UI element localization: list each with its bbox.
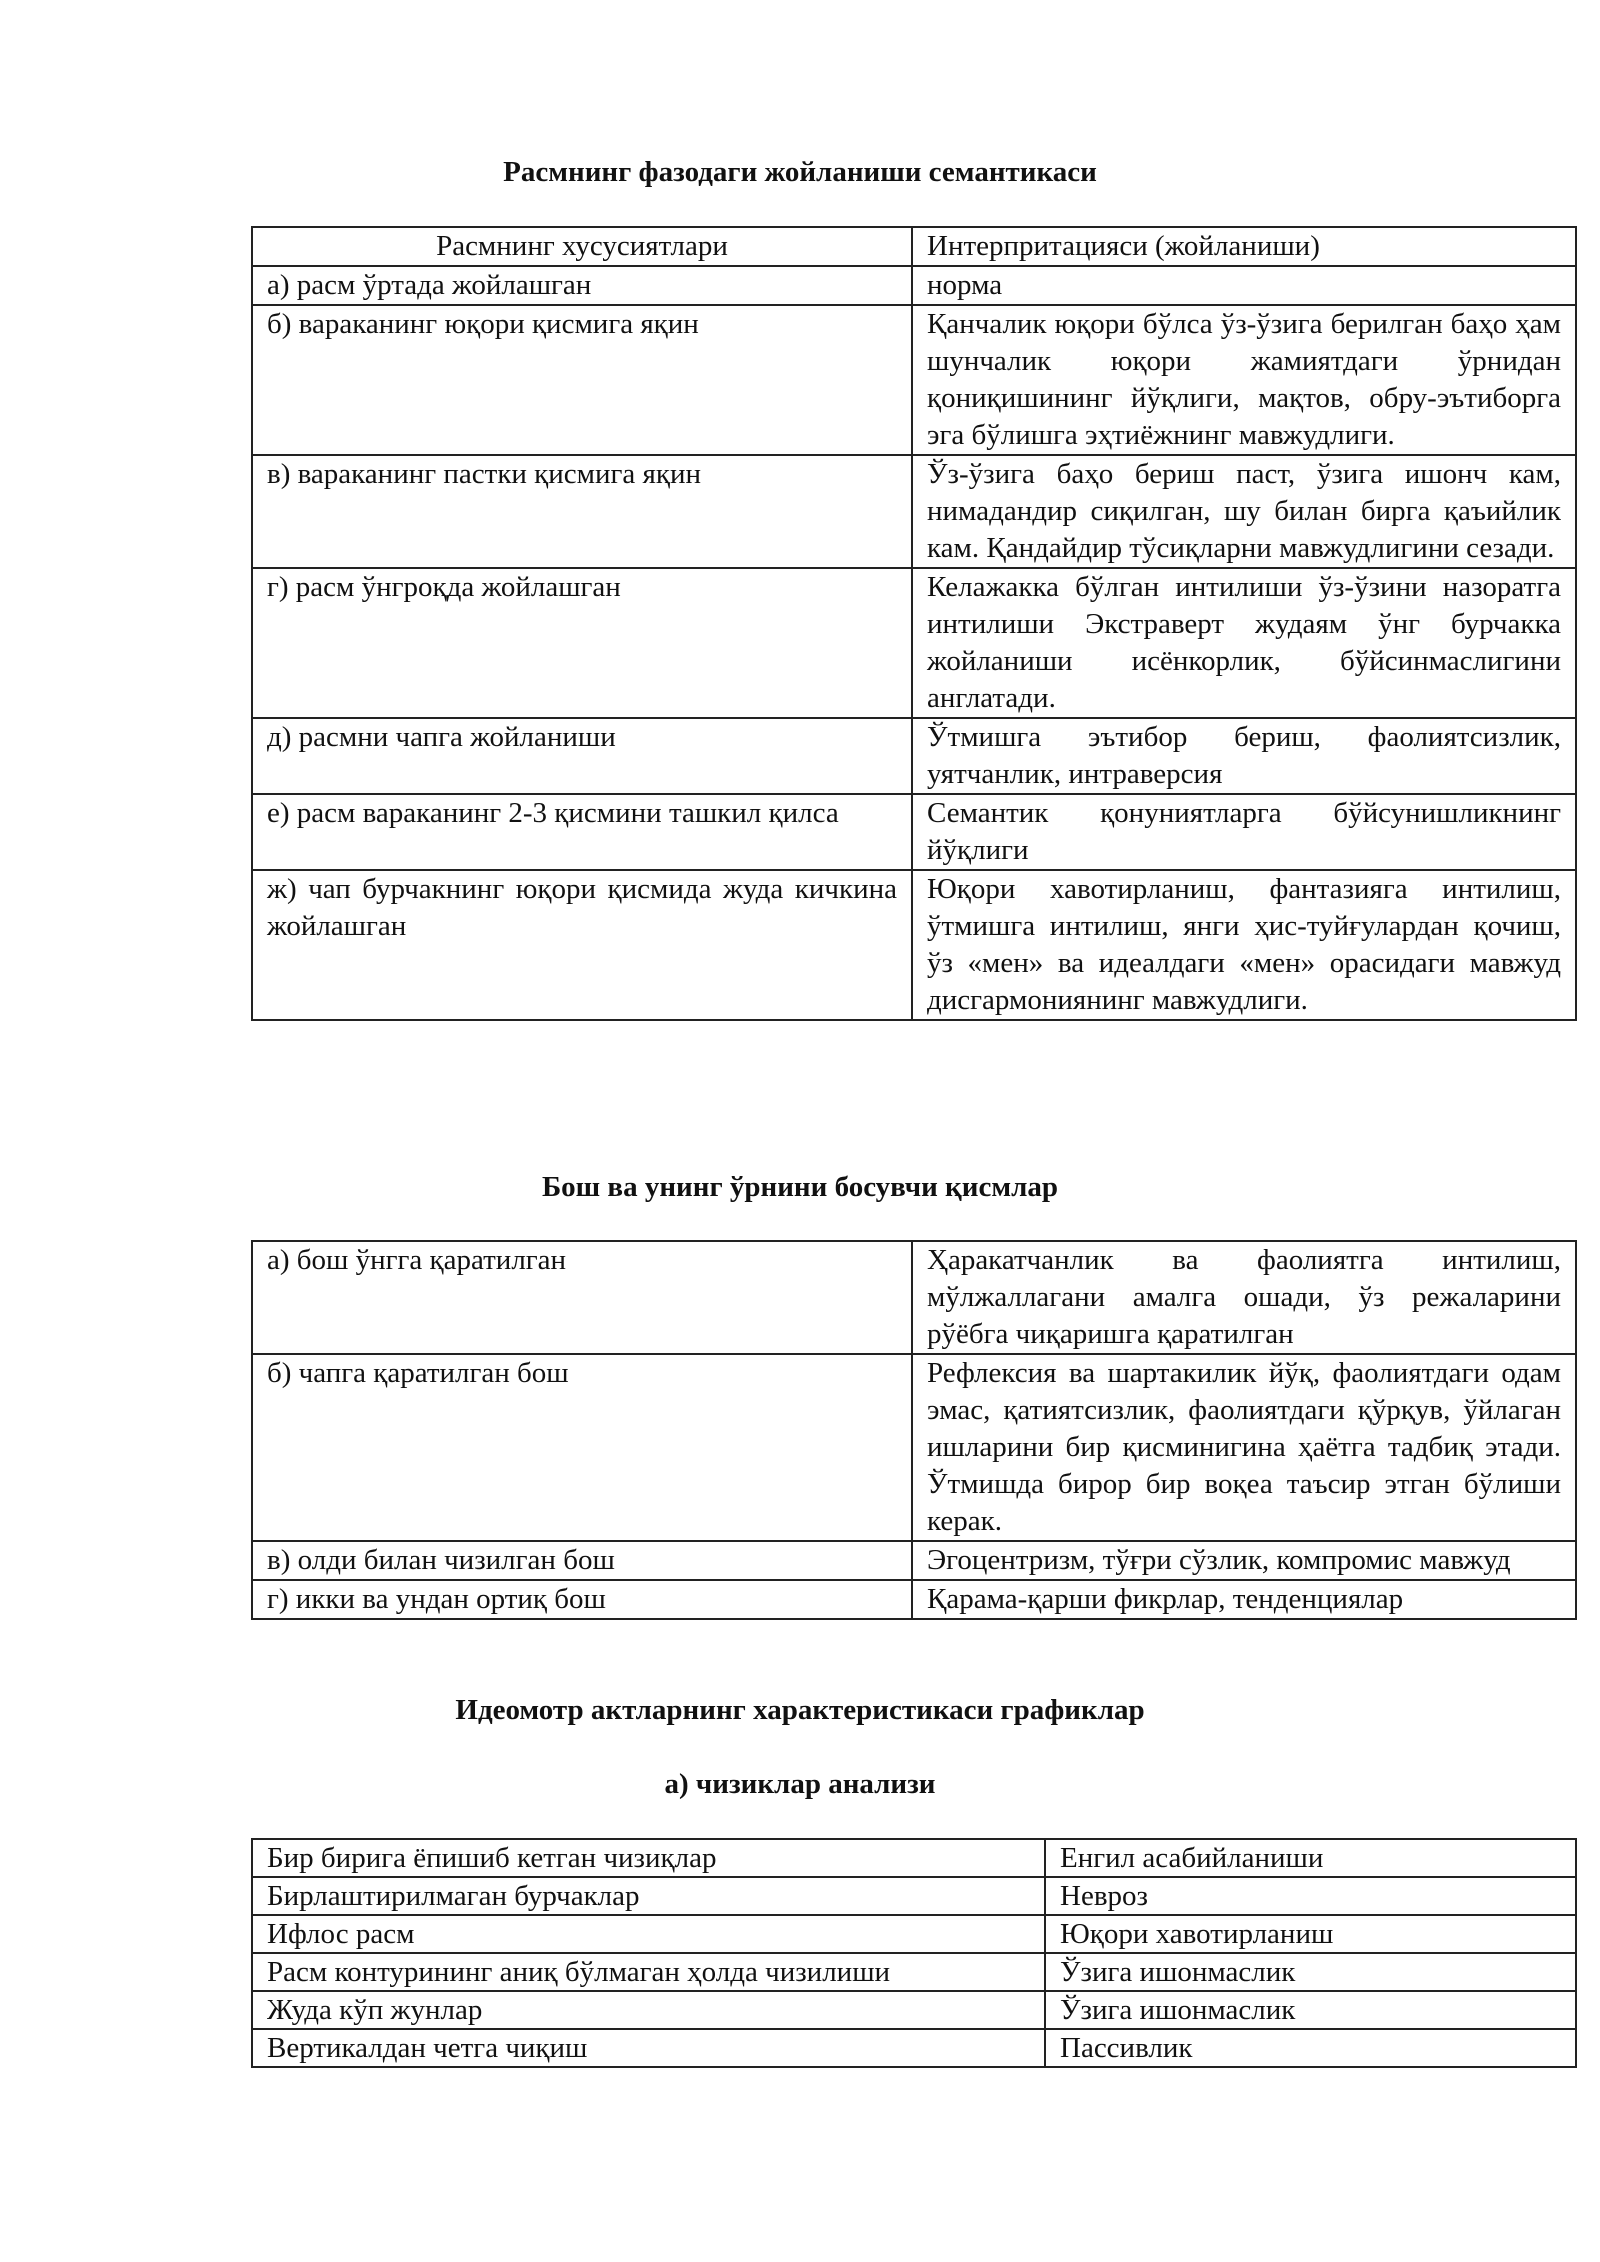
interpretation-cell: Қанчалик юқори бўлса ўз-ўзига берилган баҳо ҳам шунчалик юқори жамиятдаги ўрнидан қониқишининг йўқлиги, мақтов, обру-эътиборга эга бўлишга эҳтиёжнинг мавжудлиги. [912,305,1576,455]
table-header-row [252,227,1576,266]
interpretation-cell: Семантик қонуниятларга бўйсунишликнинг йўқлиги [912,794,1576,870]
feature-cell: Расм контурининг аниқ бўлмаган ҳолда чизилиши [252,1953,1045,1991]
table-row [252,568,1576,718]
head-table [251,1240,1577,1620]
interpretation-cell: Келажакка бўлган интилиши ўз-ўзини назоратга интилиши Экстраверт жудаям ўнг бурчакка жойланиши исёнкорлик, бўйсинмаслигини англатади. [912,568,1576,718]
feature-cell: а) расм ўртада жойлашган [252,266,912,305]
header-cell: Расмнинг хусусиятлари [252,227,912,266]
interpretation-cell: Ўзига ишонмаслик [1045,1991,1576,2029]
interpretation-cell: Қарама-қарши фикрлар, тенденциялар [912,1580,1576,1619]
table-row [252,1241,1576,1354]
table-row [252,1991,1576,2029]
section2-title: Бош ва унинг ўрнини босувчи қисмлар [542,1171,1058,1203]
interpretation-cell: Рефлексия ва шартакилик йўқ, фаолиятдаги одам эмас, қатиятсизлик, фаолиятдаги қўрқув, ўйлаган ишларини бир қисминигина ҳаётга тадбиқ этади. Ўтмишда бирор бир воқеа таъсир этган бўлиши керак. [912,1354,1576,1541]
feature-cell: Бирлаштирилмаган бурчаклар [252,1877,1045,1915]
interpretation-cell: Юқори хавотирланиш, фантазияга интилиш, ўтмишга интилиш, янги ҳис-туйғулардан қочиш, ўз «мен» ва идеалдаги «мен» орасидаги мавжуд дисгармониянинг мавжудлиги. [912,870,1576,1020]
header-cell: Интерпритацияси (жойланиши) [912,227,1576,266]
interpretation-cell: Пассивлик [1045,2029,1576,2067]
interpretation-cell: Ҳаракатчанлик ва фаолиятга интилиш, мўлжаллагани амалга ошади, ўз режаларини рўёбга чиқаришга қаратилган [912,1241,1576,1354]
feature-cell: г) икки ва ундан ортиқ бош [252,1580,912,1619]
interpretation-cell: норма [912,266,1576,305]
interpretation-cell: Ўз-ўзига баҳо бериш паст, ўзига ишонч кам, нимадандир сиқилган, шу билан бирга қаъийлик кам. Қандайдир тўсиқларни мавжудлигини сезади. [912,455,1576,568]
table-row [252,1541,1576,1580]
section3-subtitle: а) чизиклар анализи [664,1768,936,1800]
feature-cell: в) вараканинг пастки қисмига яқин [252,455,912,568]
feature-cell: б) вараканинг юқори қисмига яқин [252,305,912,455]
feature-cell: ж) чап бурчакнинг юқори қисмида жуда кичкина жойлашган [252,870,912,1020]
feature-cell: Бир бирига ёпишиб кетган чизиқлар [252,1839,1045,1877]
interpretation-cell: Юқори хавотирланиш [1045,1915,1576,1953]
feature-cell: б) чапга қаратилган бош [252,1354,912,1541]
table-row [252,1877,1576,1915]
lines-analysis-table [251,1838,1577,2068]
table-row [252,1915,1576,1953]
table-row [252,1953,1576,1991]
table-row [252,1354,1576,1541]
semantics-table [251,226,1577,1021]
table-row [252,1580,1576,1619]
feature-cell: Вертикалдан четга чиқиш [252,2029,1045,2067]
table-row [252,2029,1576,2067]
interpretation-cell: Невроз [1045,1877,1576,1915]
table-row [252,718,1576,794]
section3-title: Идеомотр актларнинг характеристикаси графиклар [455,1694,1145,1726]
section1-title: Расмнинг фазодаги жойланиши семантикаси [503,156,1097,188]
interpretation-cell: Эгоцентризм, тўғри сўзлик, компромис мавжуд [912,1541,1576,1580]
feature-cell: Ифлос расм [252,1915,1045,1953]
feature-cell: е) расм вараканинг 2-3 қисмини ташкил қилса [252,794,912,870]
feature-cell: Жуда кўп жунлар [252,1991,1045,2029]
interpretation-cell: Ўтмишга эътибор бериш, фаолиятсизлик, уятчанлик, интраверсия [912,718,1576,794]
interpretation-cell: Ўзига ишонмаслик [1045,1953,1576,1991]
feature-cell: д) расмни чапга жойланиши [252,718,912,794]
table-row [252,870,1576,1020]
feature-cell: г) расм ўнгроқда жойлашган [252,568,912,718]
interpretation-cell: Енгил асабийланиши [1045,1839,1576,1877]
table-row [252,266,1576,305]
table-row [252,455,1576,568]
feature-cell: а) бош ўнгга қаратилган [252,1241,912,1354]
table-row [252,305,1576,455]
table-row [252,794,1576,870]
feature-cell: в) олди билан чизилган бош [252,1541,912,1580]
table-row [252,1839,1576,1877]
